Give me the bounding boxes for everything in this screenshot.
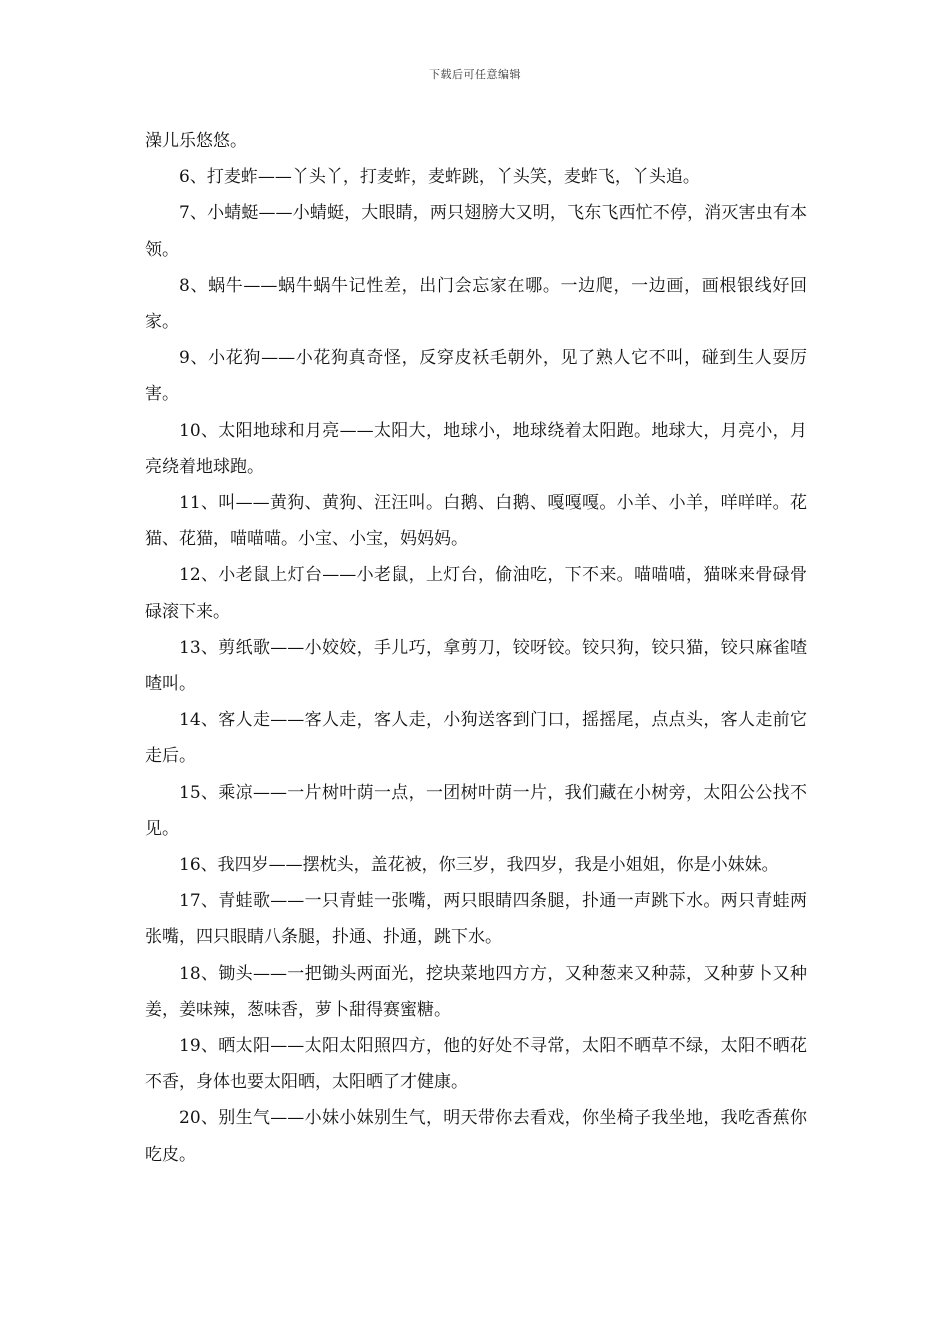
paragraph-item-14: 14、客人走——客人走，客人走，小狗送客到门口，摇摇尾，点点头，客人走前它走后。 <box>145 710 807 767</box>
paragraph-item-9: 9、小花狗——小花狗真奇怪，反穿皮袄毛朝外，见了熟人它不叫，碰到生人耍厉害。 <box>145 348 807 405</box>
paragraph-item-13: 13、剪纸歌——小姣姣，手儿巧，拿剪刀，铰呀铰。铰只狗，铰只猫，铰只麻雀喳喳叫。 <box>145 637 807 695</box>
paragraph-item-6: 6、打麦蚱——丫头丫，打麦蚱，麦蚱跳，丫头笑，麦蚱飞，丫头追。 <box>179 167 700 188</box>
paragraph-item-10: 10、太阳地球和月亮——太阳大，地球小，地球绕着太阳跑。地球大，月亮小，月亮绕着地球跑。 <box>145 420 807 477</box>
paragraph-item-8: 8、蜗牛——蜗牛蜗牛记性差，出门会忘家在哪。一边爬，一边画，画根银线好回家。 <box>145 275 807 333</box>
paragraph-item-11: 11、叫——黄狗、黄狗、汪汪叫。白鹅、白鹅、嘎嘎嘎。小羊、小羊，咩咩咩。花猫、花猫，喵喵喵。小宝、小宝，妈妈妈。 <box>145 493 807 550</box>
paragraph-continuation: 澡儿乐悠悠。 <box>145 131 247 151</box>
paragraph-item-12: 12、小老鼠上灯台——小老鼠，上灯台，偷油吃，下不来。喵喵喵，猫咪来骨碌骨碌滚下来。 <box>145 565 807 622</box>
paragraph-item-18: 18、锄头——一把锄头两面光，挖块菜地四方方，又种葱来又种蒜，又种萝卜又种姜，姜味辣，葱味香，萝卜甜得赛蜜糖。 <box>145 963 807 1020</box>
paragraph-item-16: 16、我四岁——摆枕头，盖花被，你三岁，我四岁，我是小姐姐，你是小妹妹。 <box>179 855 779 876</box>
paragraph-item-17: 17、青蛙歌——一只青蛙一张嘴，两只眼睛四条腿，扑通一声跳下水。两只青蛙两张嘴，四只眼睛八条腿，扑通、扑通，跳下水。 <box>145 891 807 948</box>
paragraph-item-20: 20、别生气——小妹小妹别生气，明天带你去看戏，你坐椅子我坐地，我吃香蕉你吃皮。 <box>145 1108 807 1165</box>
paragraph-item-7: 7、小蜻蜓——小蜻蜓，大眼睛，两只翅膀大又明，飞东飞西忙不停，消灭害虫有本领。 <box>145 203 807 260</box>
page-header: 下载后可任意编辑 <box>429 68 521 81</box>
paragraph-item-15: 15、乘凉——一片树叶荫一点，一团树叶荫一片，我们藏在小树旁，太阳公公找不见。 <box>145 782 807 839</box>
document-body <box>145 123 807 1173</box>
paragraph-item-19: 19、晒太阳——太阳太阳照四方，他的好处不寻常，太阳不晒草不绿，太阳不晒花不香，身体也要太阳晒，太阳晒了才健康。 <box>145 1036 807 1093</box>
